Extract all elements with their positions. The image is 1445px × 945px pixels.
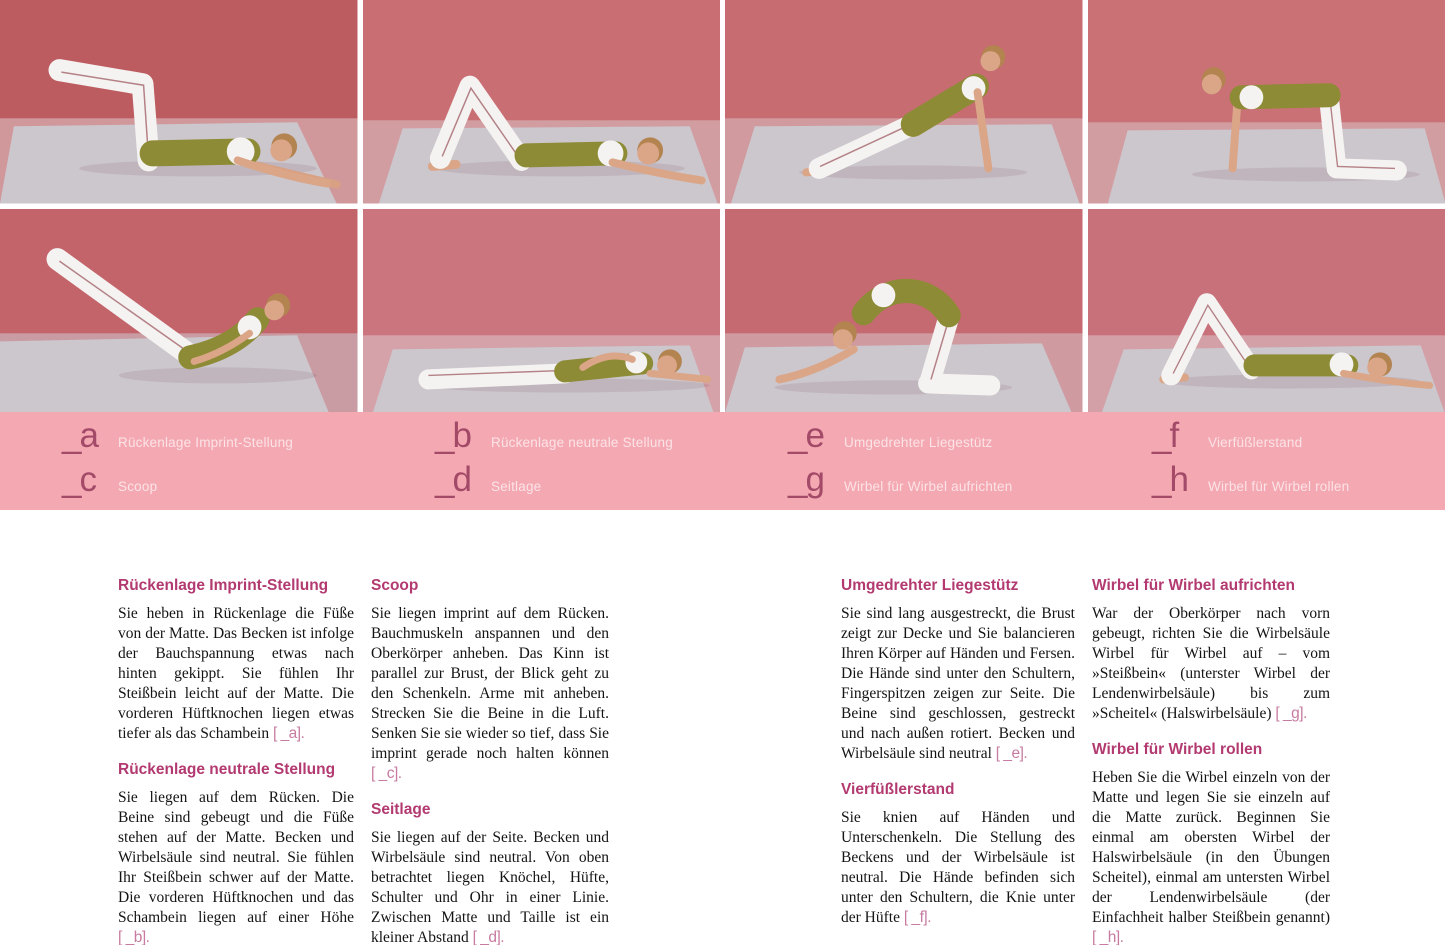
description-text: Sie knien auf Händen und Unterschenkeln. Die Stellung des Beckens und der Wirbelsäule ist neutral. Die Hände befinden sich unter den Schultern, die Knie unter der Hüfte — [841, 809, 1075, 926]
exercise-heading: Rückenlage Imprint-Stellung — [118, 577, 329, 594]
figure-label: Seitlage — [491, 479, 542, 494]
caption-row — [62, 462, 293, 504]
figure-reference: [ _f]. — [903, 909, 931, 926]
exercise-article — [1092, 741, 1330, 945]
description-text: Heben Sie die Wirbel einzeln von der Matte und legen Sie sie einzeln auf die Matte zurück. Beginnen Sie einmal am obersten Wirbel der Halswirbelsäule (in den Übungen Scheitel), einmal am untersten Wirbel der Lendenwirbelsäule (der Einfachheit halber Steißbein genannt) — [1092, 769, 1330, 926]
description-text: Sie liegen auf dem Rücken. Die Beine sind gebeugt und die Füße stehen auf der Matte. Becken und Wirbelsäule sind neutral. Sie fühlen Ihr Steißbein schwer auf der Matte. Die vorderen Hüftknochen und das Schambein liegen auf einer Höhe — [118, 789, 354, 926]
exercise-article — [1092, 577, 1330, 724]
exercise-description — [841, 604, 1075, 764]
figure-key: _h — [1152, 460, 1187, 499]
caption-group-2 — [435, 412, 673, 510]
exercise-heading: Umgedrehter Liegestütz — [841, 577, 1019, 594]
figure-label: Wirbel für Wirbel aufrichten — [844, 479, 1013, 494]
exercise-description — [118, 788, 354, 945]
exercise-description — [118, 604, 354, 744]
exercise-photo-grid — [0, 0, 1445, 412]
exercise-heading: Wirbel für Wirbel aufrichten — [1092, 577, 1295, 594]
quadruped-illustration — [1088, 0, 1445, 204]
figure-reference: [ _c]. — [371, 765, 402, 782]
imprint-position-illustration — [0, 0, 358, 204]
figure-reference: [ _b]. — [118, 929, 150, 945]
exercise-heading: Wirbel für Wirbel rollen — [1092, 741, 1263, 758]
figure-reference: [ _d]. — [472, 929, 505, 945]
figure-reference: [ _g]. — [1275, 705, 1307, 722]
figure-label: Wirbel für Wirbel rollen — [1208, 479, 1350, 494]
figure-reference: [ _e]. — [995, 745, 1028, 762]
exercise-article — [118, 577, 354, 744]
exercise-description — [371, 828, 609, 945]
exercise-heading: Seitlage — [371, 801, 431, 818]
exercise-article — [841, 781, 1075, 928]
figure-key: _g — [788, 460, 823, 499]
figure-key: _d — [435, 460, 470, 499]
exercise-description — [1092, 604, 1330, 724]
neutral-position-illustration — [363, 0, 721, 204]
caption-row — [788, 418, 1012, 460]
text-column-3 — [841, 577, 1075, 945]
scoop-illustration — [0, 209, 358, 413]
description-text: Sie liegen imprint auf dem Rücken. Bauchmuskeln anspannen und den Oberkörper anheben. Das Kinn ist parallel zur Brust, der Blick geht zu den Schenkeln. Arme mit anheben. Strecken Sie die Beine in die Luft. Senken Sie sie wieder so tief, dass Sie imprint gerade noch halten können — [371, 605, 609, 762]
photo-rueckenlage-neutral — [363, 0, 721, 204]
figure-reference: [ _a]. — [272, 725, 305, 742]
exercise-heading: Scoop — [371, 577, 419, 594]
description-text: Sie heben in Rückenlage die Füße von der Matte. Das Becken ist infolge der Bauchspannung etwas nach hinten gekippt. Sie fühlen Ihr Steißbein leicht auf der Matte. Die vorderen Hüftknochen liegen etwas tiefer als das Schambein — [118, 605, 354, 742]
exercise-article — [371, 801, 609, 945]
caption-row — [62, 418, 293, 460]
side-lying-illustration — [363, 209, 721, 413]
caption-group-4 — [1152, 412, 1349, 510]
text-column-2 — [371, 577, 609, 945]
photo-wirbel-rollen — [1088, 209, 1445, 413]
figure-reference: [ _h]. — [1092, 929, 1124, 945]
exercise-article — [371, 577, 609, 784]
text-column-4 — [1092, 577, 1330, 945]
description-text: War der Oberkörper nach vorn gebeugt, richten Sie die Wirbelsäule Wirbel für Wirbel auf – vom »Steißbein« (unterster Wirbel der Lendenwirbelsäule) bis zum »Scheitel« (Halswirbelsäule) — [1092, 605, 1330, 722]
exercise-description — [841, 808, 1075, 928]
caption-row — [435, 418, 673, 460]
figure-label: Umgedrehter Liegestütz — [844, 435, 993, 450]
caption-row — [435, 462, 673, 504]
kneeling-forward-fold-illustration — [725, 209, 1083, 413]
caption-band — [0, 412, 1445, 510]
figure-key: _a — [62, 416, 97, 455]
exercise-heading: Rückenlage neutrale Stellung — [118, 761, 336, 778]
figure-label: Scoop — [118, 479, 158, 494]
photo-scoop — [0, 209, 358, 413]
photo-vierfuesslerstand — [1088, 0, 1445, 204]
photo-wirbel-aufrichten — [725, 209, 1083, 413]
figure-key: _b — [435, 416, 470, 455]
exercise-description — [1092, 768, 1330, 945]
figure-label: Rückenlage neutrale Stellung — [491, 435, 673, 450]
description-text: Sie liegen auf der Seite. Becken und Wirbelsäule sind neutral. Von oben betrachtet liegen Knöchel, Hüfte, Schulter und Ohr in einer Linie. Zwischen Matte und Taille ist ein kleiner Abstand — [371, 829, 609, 945]
caption-row — [1152, 418, 1349, 460]
caption-row — [1152, 462, 1349, 504]
exercise-description — [371, 604, 609, 784]
figure-key: _f — [1152, 416, 1178, 455]
photo-seitlage — [363, 209, 721, 413]
photo-rueckenlage-imprint — [0, 0, 358, 204]
caption-group-1 — [62, 412, 293, 510]
figure-key: _c — [62, 460, 95, 499]
photo-umgedrehter-liegestuetz — [725, 0, 1083, 204]
exercise-article — [841, 577, 1075, 764]
supine-roll-illustration — [1088, 209, 1445, 413]
exercise-heading: Vierfüßlerstand — [841, 781, 955, 798]
caption-group-3 — [788, 412, 1012, 510]
figure-label: Vierfüßlerstand — [1208, 435, 1303, 450]
exercise-article — [118, 761, 354, 945]
figure-key: _e — [788, 416, 823, 455]
reverse-plank-illustration — [725, 0, 1083, 204]
description-text: Sie sind lang ausgestreckt, die Brust zeigt zur Decke und Sie balancieren Ihren Körper auf Händen und Fersen. Die Hände sind unter den Schultern, Fingerspitzen zeigen zur Seite. Die Beine sind geschlossen, gestreckt und nach außen rotiert. Becken und Wirbelsäule sind neutral — [841, 605, 1075, 762]
figure-label: Rückenlage Imprint-Stellung — [118, 435, 293, 450]
caption-row — [788, 462, 1012, 504]
text-column-1 — [118, 577, 354, 945]
